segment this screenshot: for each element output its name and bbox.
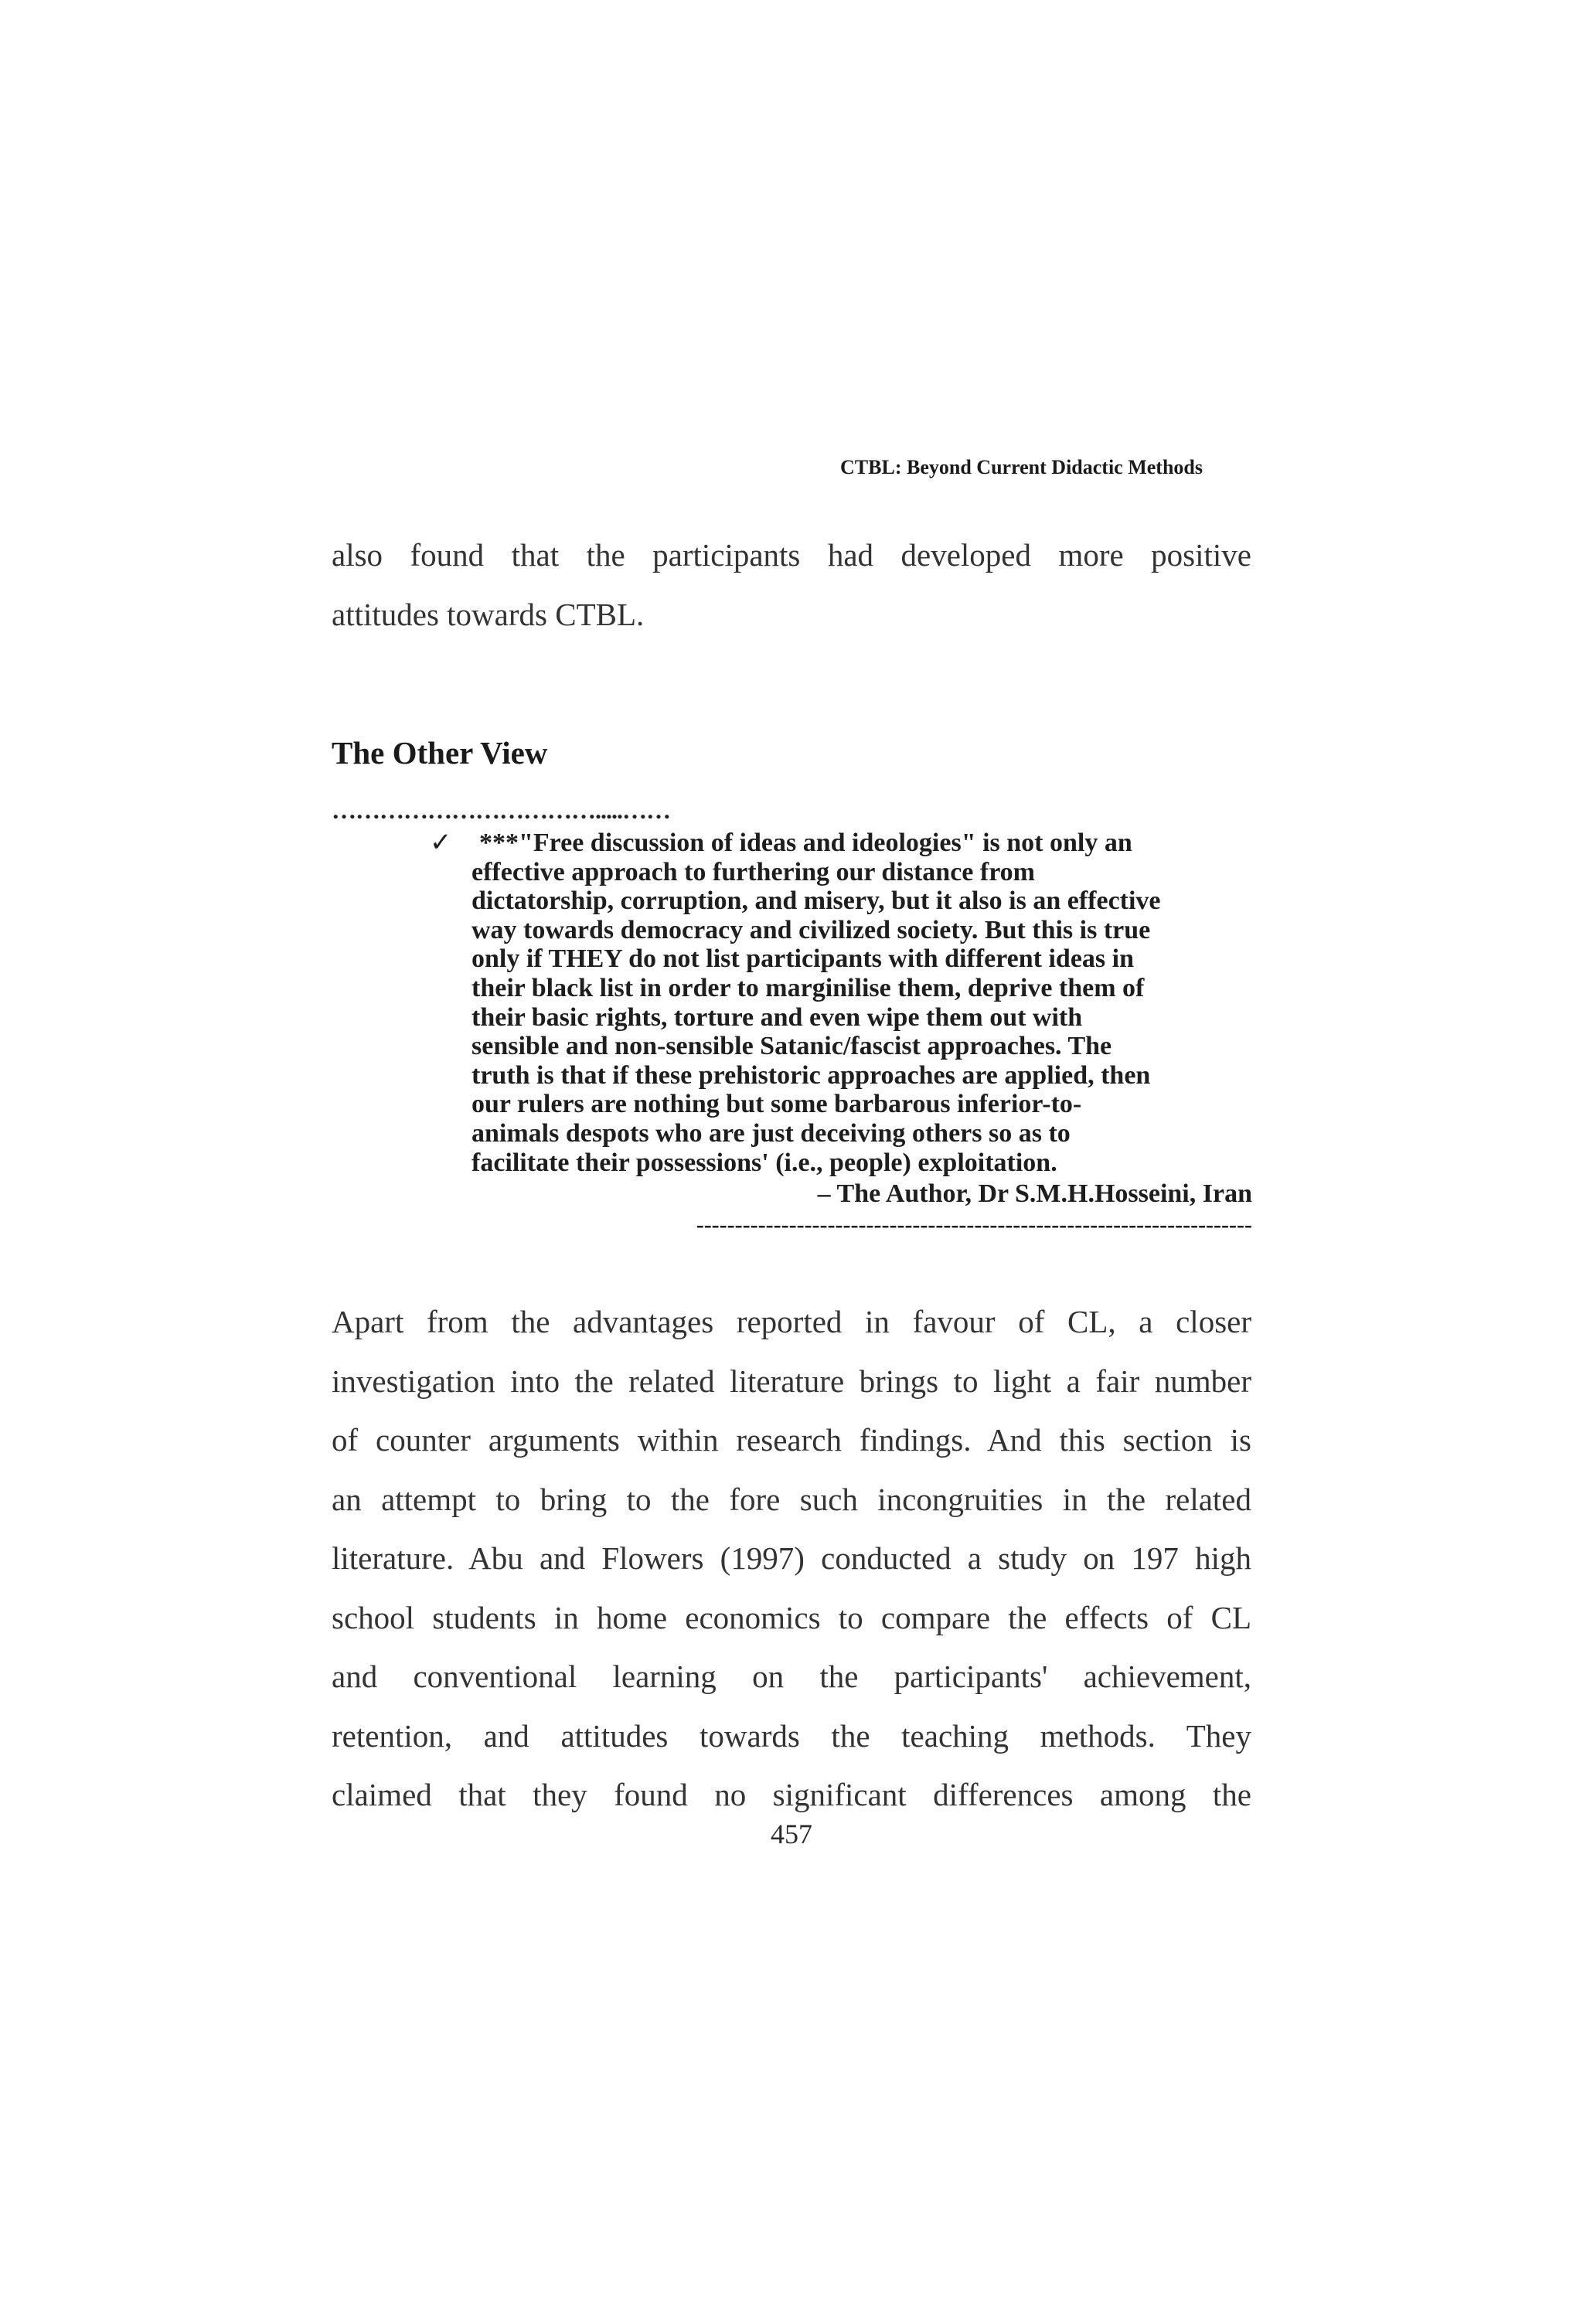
quote-line: our rulers are nothing but some barbarous inferior-to- — [471, 1090, 1082, 1119]
paragraph-line: an attempt to bring to the fore such incongruities in the related — [332, 1481, 1251, 1517]
dashed-rule: ------------------------------------------------------------------------ — [696, 1212, 1252, 1237]
intro-paragraph — [332, 526, 1251, 644]
paragraph-line: Apart from the advantages reported in favour of CL, a closer — [332, 1304, 1251, 1339]
quote-line: sensible and non-sensible Satanic/fascist approaches. The — [471, 1032, 1112, 1061]
paragraph-line: claimed that they found no significant differences among the — [332, 1777, 1251, 1812]
paragraph-line: retention, and attitudes towards the teaching methods. They — [332, 1717, 1251, 1754]
quote-line: truth is that if these prehistoric approaches are applied, then — [471, 1060, 1151, 1090]
quote-line: their black list in order to marginilise them, deprive them of — [471, 973, 1145, 1002]
dotted-separator: …………………………….....…… — [332, 796, 670, 824]
quote-line: effective approach to furthering our distance from — [471, 857, 1035, 886]
quote-line: ***"Free discussion of ideas and ideologies" is not only an — [479, 829, 1132, 857]
quote-line: way towards democracy and civilized society. But this is true — [471, 915, 1151, 944]
quote-attribution: – The Author, Dr S.M.H.Hosseini, Iran — [817, 1179, 1252, 1208]
quote-line: their basic rights, torture and even wipe them out with — [471, 1002, 1083, 1032]
body-paragraph — [332, 1292, 1251, 1825]
quote-line: dictatorship, corruption, and misery, but it also is an effective — [471, 886, 1161, 916]
block-quote — [471, 829, 1252, 1177]
section-heading: The Other View — [332, 735, 548, 771]
running-header: CTBL: Beyond Current Didactic Methods — [840, 456, 1203, 478]
paragraph-line: of counter arguments within research findings. And this section is — [332, 1422, 1251, 1458]
paragraph-line: attitudes towards CTBL. — [332, 596, 645, 632]
checkmark-icon: ✓ — [430, 829, 452, 857]
paragraph-line: school students in home economics to compare the effects of CL — [332, 1599, 1251, 1635]
paragraph-line: investigation into the related literature brings to light a fair number — [332, 1363, 1251, 1399]
quote-line: animals despots who are just deceiving others so as to — [471, 1118, 1071, 1148]
paragraph-line: also found that the participants had developed more positive — [332, 537, 1251, 573]
page-number: 457 — [771, 1819, 812, 1849]
quote-line: facilitate their possessions' (i.e., people) exploitation. — [471, 1148, 1057, 1177]
paragraph-line: and conventional learning on the participants' achievement, — [332, 1659, 1251, 1694]
quote-line: only if THEY do not list participants with different ideas in — [471, 944, 1135, 974]
paragraph-line: literature. Abu and Flowers (1997) conducted a study on 197 high — [332, 1540, 1251, 1576]
